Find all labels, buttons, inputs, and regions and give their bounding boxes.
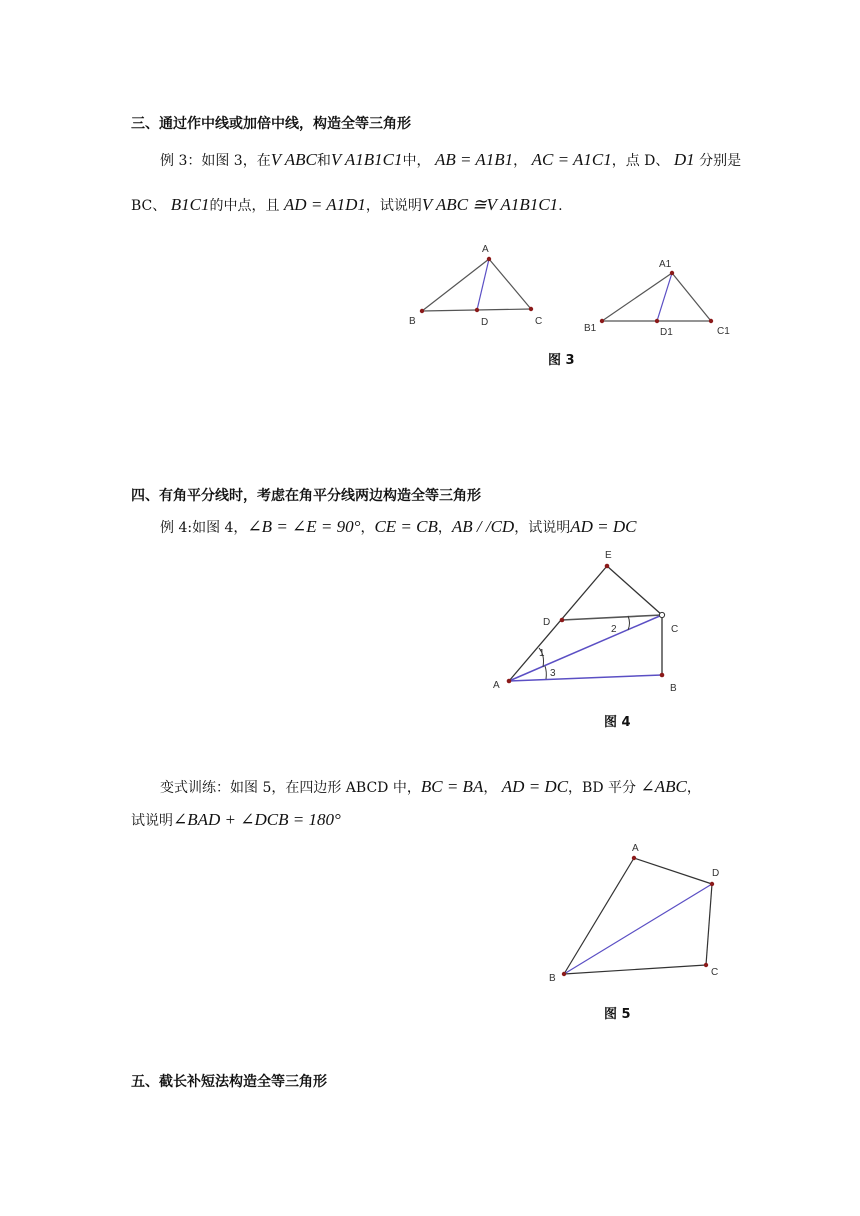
segment-ad	[634, 858, 712, 884]
variant-line-1	[160, 777, 701, 797]
angle-2-label: 2	[611, 624, 617, 635]
point-c	[704, 963, 708, 967]
example-3-line-1	[160, 150, 741, 170]
triangle-a1b1c1: V A1B1C1	[330, 150, 403, 169]
label-d: D	[712, 868, 720, 879]
section-3-heading: 三、通过作中线或加倍中线，构造全等三角形	[131, 116, 411, 132]
segment-ab	[509, 675, 662, 681]
separator: ，	[513, 153, 528, 169]
label-b: B	[670, 683, 677, 694]
goal-angle-sum: ∠BAD + ∠DCB = 180°	[173, 810, 341, 829]
label-a: A	[493, 680, 500, 691]
figure-5-caption: 图 5	[604, 1007, 631, 1022]
point-d1: D1	[673, 150, 695, 169]
period: .	[558, 198, 563, 214]
label-a: A	[482, 244, 489, 255]
label-c: C	[711, 967, 719, 978]
point-a	[507, 679, 512, 684]
variant-comma-3: ，	[686, 780, 701, 796]
point-c	[659, 612, 664, 617]
figure-4	[485, 545, 695, 700]
angle-1-label: 1	[539, 648, 545, 659]
segment-ab	[564, 858, 634, 974]
label-b: B	[409, 316, 416, 327]
segment-dc	[562, 615, 662, 620]
label-c: C	[671, 624, 679, 635]
segment-bd	[564, 884, 712, 974]
middle-text: 中，	[402, 153, 431, 169]
point-b	[660, 673, 665, 678]
comma-1: ，	[360, 520, 375, 536]
segment-a1b1	[602, 273, 672, 321]
label-c: C	[535, 316, 543, 327]
angle-2-arc	[628, 616, 630, 630]
figure-4-caption: 图 4	[604, 715, 631, 730]
segment-ec	[607, 566, 662, 615]
point-b	[562, 972, 566, 976]
label-a: A	[632, 843, 639, 854]
point-e	[605, 564, 610, 569]
and-text: 和	[316, 153, 331, 169]
variant-bisect-text: ，BD 平分	[568, 780, 636, 796]
angle-3-label: 3	[550, 668, 556, 679]
prove-text: ，试说明	[365, 198, 422, 214]
point-d	[560, 618, 565, 623]
congruence-conclusion: V ABC ≅V A1B1C1	[421, 195, 559, 214]
variant-comma-1: ，	[483, 780, 498, 796]
goal-ad-dc: AD = DC	[570, 517, 637, 536]
median-a1d1	[657, 273, 672, 321]
example-3-prefix: 例 3：如图 3，在	[160, 153, 271, 169]
example-4-line	[160, 517, 636, 537]
label-c1: C1	[717, 326, 730, 337]
point-b1	[600, 319, 604, 323]
label-e: E	[605, 550, 612, 561]
bc-text: BC、	[131, 198, 167, 214]
segment-ac	[489, 259, 531, 309]
condition-parallel: AB / /CD	[451, 517, 515, 536]
variant-prove-text: 试说明	[131, 813, 173, 829]
point-d1	[655, 319, 659, 323]
point-b	[420, 309, 424, 313]
midpoint-text: 的中点，且	[209, 198, 280, 214]
figure-5	[540, 838, 740, 988]
point-a	[632, 856, 636, 860]
condition-bc-ba: BC = BA	[420, 777, 484, 796]
section-4-heading: 四、有角平分线时，考虑在角平分线两边构造全等三角形	[131, 488, 481, 504]
point-d	[475, 308, 479, 312]
condition-ce-cb: CE = CB	[374, 517, 438, 536]
point-a1	[670, 271, 674, 275]
equation-ac: AC = A1C1	[531, 150, 612, 169]
segment-dc	[706, 884, 712, 965]
comma-2: ，	[437, 520, 452, 536]
angle-abc: ∠ABC	[640, 777, 687, 796]
angle-3-arc	[545, 666, 546, 679]
prove-text-4: ，试说明	[514, 520, 571, 536]
segment-b1c1: B1C1	[170, 195, 210, 214]
label-b: B	[549, 973, 556, 984]
label-b1: B1	[584, 323, 597, 334]
triangle-abc: V ABC	[270, 150, 317, 169]
label-d1: D1	[660, 327, 673, 338]
segment-ae	[509, 566, 607, 681]
label-d: D	[543, 617, 551, 628]
variant-prefix: 变式训练：如图 5，在四边形 ABCD 中，	[160, 780, 421, 796]
figure-3	[400, 240, 740, 350]
section-5-heading: 五、截长补短法构造全等三角形	[131, 1074, 327, 1090]
segment-ac	[509, 615, 662, 681]
points-text: ，点 D、	[611, 153, 670, 169]
example-3-line-2	[131, 195, 563, 215]
point-d	[710, 882, 714, 886]
segment-bc	[564, 965, 706, 974]
are-text: 分别是	[699, 153, 742, 169]
equation-ab: AB = A1B1	[434, 150, 514, 169]
figure-3-caption: 图 3	[548, 353, 575, 368]
point-c1	[709, 319, 713, 323]
condition-right-angles: ∠B = ∠E = 90°	[247, 517, 361, 536]
label-d: D	[481, 317, 489, 328]
example-4-prefix: 例 4:如图 4，	[160, 520, 248, 536]
point-c	[529, 307, 533, 311]
label-a1: A1	[659, 259, 672, 270]
condition-ad-dc: AD = DC	[501, 777, 569, 796]
variant-line-2	[131, 810, 341, 830]
segment-a1c1	[672, 273, 711, 321]
point-a	[487, 257, 491, 261]
equation-ad: AD = A1D1	[283, 195, 366, 214]
